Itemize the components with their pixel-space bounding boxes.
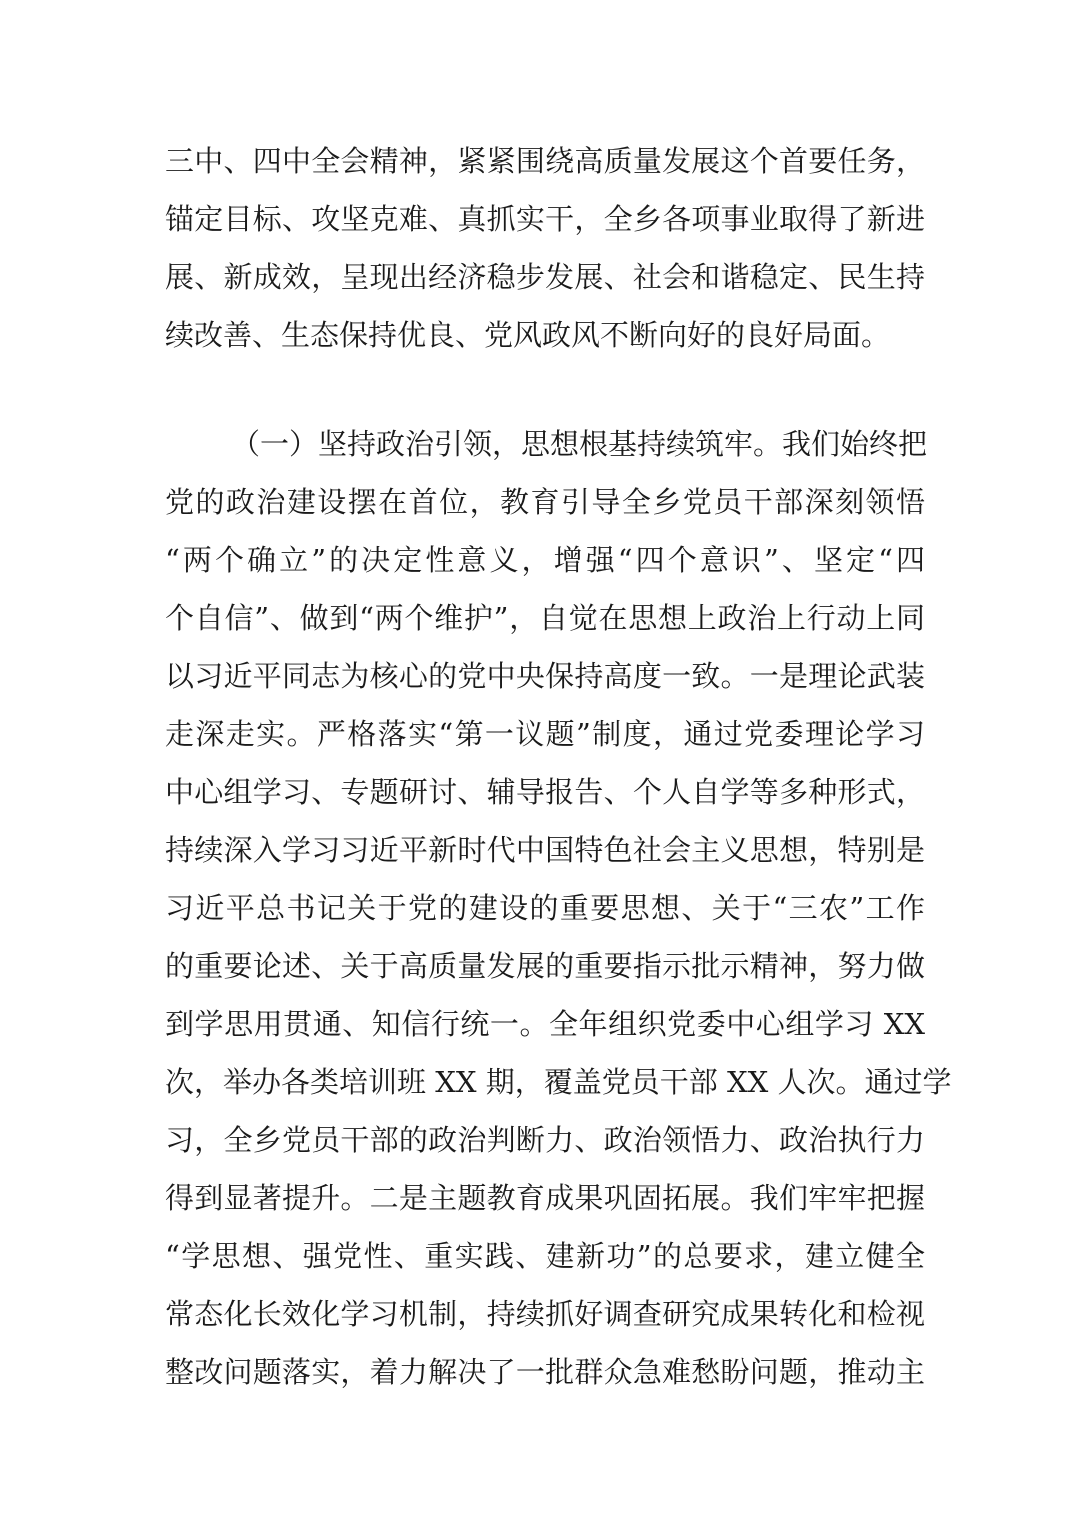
text-line: 中心组学习、专题研讨、辅导报告、个人自学等多种形式， [165,775,925,809]
text-line: 习，全乡党员干部的政治判断力、政治领悟力、政治执行力 [165,1123,925,1157]
text-line: 党的政治建设摆在首位，教育引导全乡党员干部深刻领悟 [165,485,925,519]
text-line: “两个确立”的决定性意义，增强“四个意识”、坚定“四 [165,543,925,577]
text-line: 续改善、生态保持优良、党风政风不断向好的良好局面。 [165,318,891,352]
text-line: 习近平总书记关于党的建设的重要思想、关于“三农”工作 [165,891,925,925]
text-line: 走深走实。严格落实“第一议题”制度，通过党委理论学习 [165,717,925,751]
text-line: 三中、四中全会精神，紧紧围绕高质量发展这个首要任务， [165,144,925,178]
text-line: 个自信”、做到“两个维护”，自觉在思想上政治上行动上同 [165,601,925,635]
text-line: 以习近平同志为核心的党中央保持高度一致。一是理论武装 [165,659,925,693]
text-line: 展、新成效，呈现出经济稳步发展、社会和谐稳定、民生持 [165,260,925,294]
text-line: “学思想、强党性、重实践、建新功”的总要求，建立健全 [165,1239,925,1273]
text-line: 得到显著提升。二是主题教育成果巩固拓展。我们牢牢把握 [165,1181,925,1215]
text-line: 整改问题落实，着力解决了一批群众急难愁盼问题，推动主 [165,1355,925,1389]
text-line: 常态化长效化学习机制，持续抓好调查研究成果转化和检视 [165,1297,925,1331]
text-line: 到学思用贯通、知信行统一。全年组织党委中心组学习 XX [165,1007,925,1041]
paragraph-section-one [165,415,952,1401]
text-line: 锚定目标、攻坚克难、真抓实干，全乡各项事业取得了新进 [165,202,925,236]
paragraph-intro-continuation [165,132,925,364]
text-line: 的重要论述、关于高质量发展的重要指示批示精神，努力做 [165,949,925,983]
section-heading-line: （一）坚持政治引领，思想根基持续筑牢。我们始终把 [231,427,928,461]
text-line: 次，举办各类培训班 XX 期，覆盖党员干部 XX 人次。通过学 [165,1065,952,1099]
text-line: 持续深入学习习近平新时代中国特色社会主义思想，特别是 [165,833,925,867]
